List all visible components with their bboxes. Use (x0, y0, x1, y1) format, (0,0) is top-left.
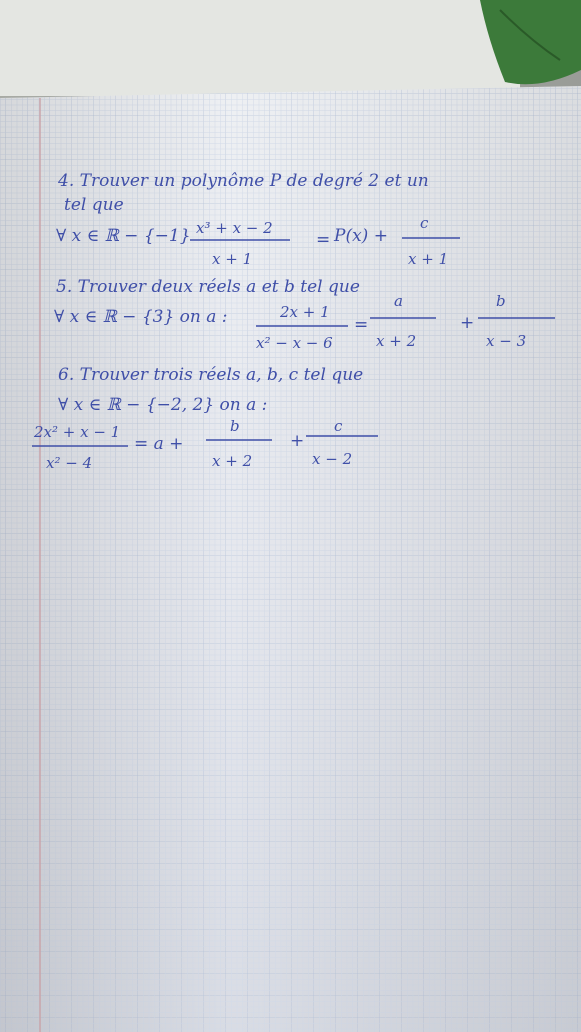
exercise-4-quantifier: ∀ x ∈ ℝ − {−1} (56, 226, 191, 246)
exercise-6-plus: + (290, 431, 305, 451)
exercise-5-lhs-denominator: x² − x − 6 (256, 334, 333, 352)
exercise-4-lhs-numerator: x³ + x − 2 (196, 219, 273, 237)
exercise-5-f1-numerator: a (394, 292, 403, 310)
exercise-6-lhs-numerator: 2x² + x − 1 (34, 423, 121, 441)
exercise-5-quantifier: ∀ x ∈ ℝ − {3} on a : (54, 307, 228, 327)
exercise-4-lhs-denominator: x + 1 (212, 250, 253, 268)
exercise-5-title: 5. Trouver deux réels a et b tel que (56, 277, 360, 297)
exercise-4-rhs-numerator: c (420, 214, 429, 232)
exercise-4-title-cont: tel que (64, 195, 124, 215)
exercise-5-lhs-numerator: 2x + 1 (280, 303, 330, 321)
exercise-6-f1-denominator: x + 2 (212, 452, 253, 470)
exercise-5-f2-numerator: b (496, 292, 506, 310)
exercise-5-f1-denominator: x + 2 (376, 332, 417, 350)
exercise-6-f2-denominator: x − 2 (312, 450, 353, 468)
exercise-6-title: 6. Trouver trois réels a, b, c tel que (58, 365, 364, 385)
exercise-4-title: 4. Trouver un polynôme P de degré 2 et un (58, 171, 429, 191)
exercise-4-equals: = (316, 230, 331, 250)
exercise-6-f2-numerator: c (334, 417, 343, 435)
exercise-4-rhs-denominator: x + 1 (408, 250, 449, 268)
exercise-5-equals: = (354, 315, 369, 335)
exercise-5-plus: + (460, 313, 475, 333)
exercise-4-poly: P(x) + (334, 226, 388, 246)
exercise-6-lhs-denominator: x² − 4 (46, 454, 93, 472)
exercise-5-f2-denominator: x − 3 (486, 332, 527, 350)
exercise-6-quantifier: ∀ x ∈ ℝ − {−2, 2} on a : (58, 395, 268, 415)
exercise-6-f1-numerator: b (230, 417, 240, 435)
exercise-6-equals: = a + (134, 434, 184, 454)
background-sheet (0, 0, 520, 96)
